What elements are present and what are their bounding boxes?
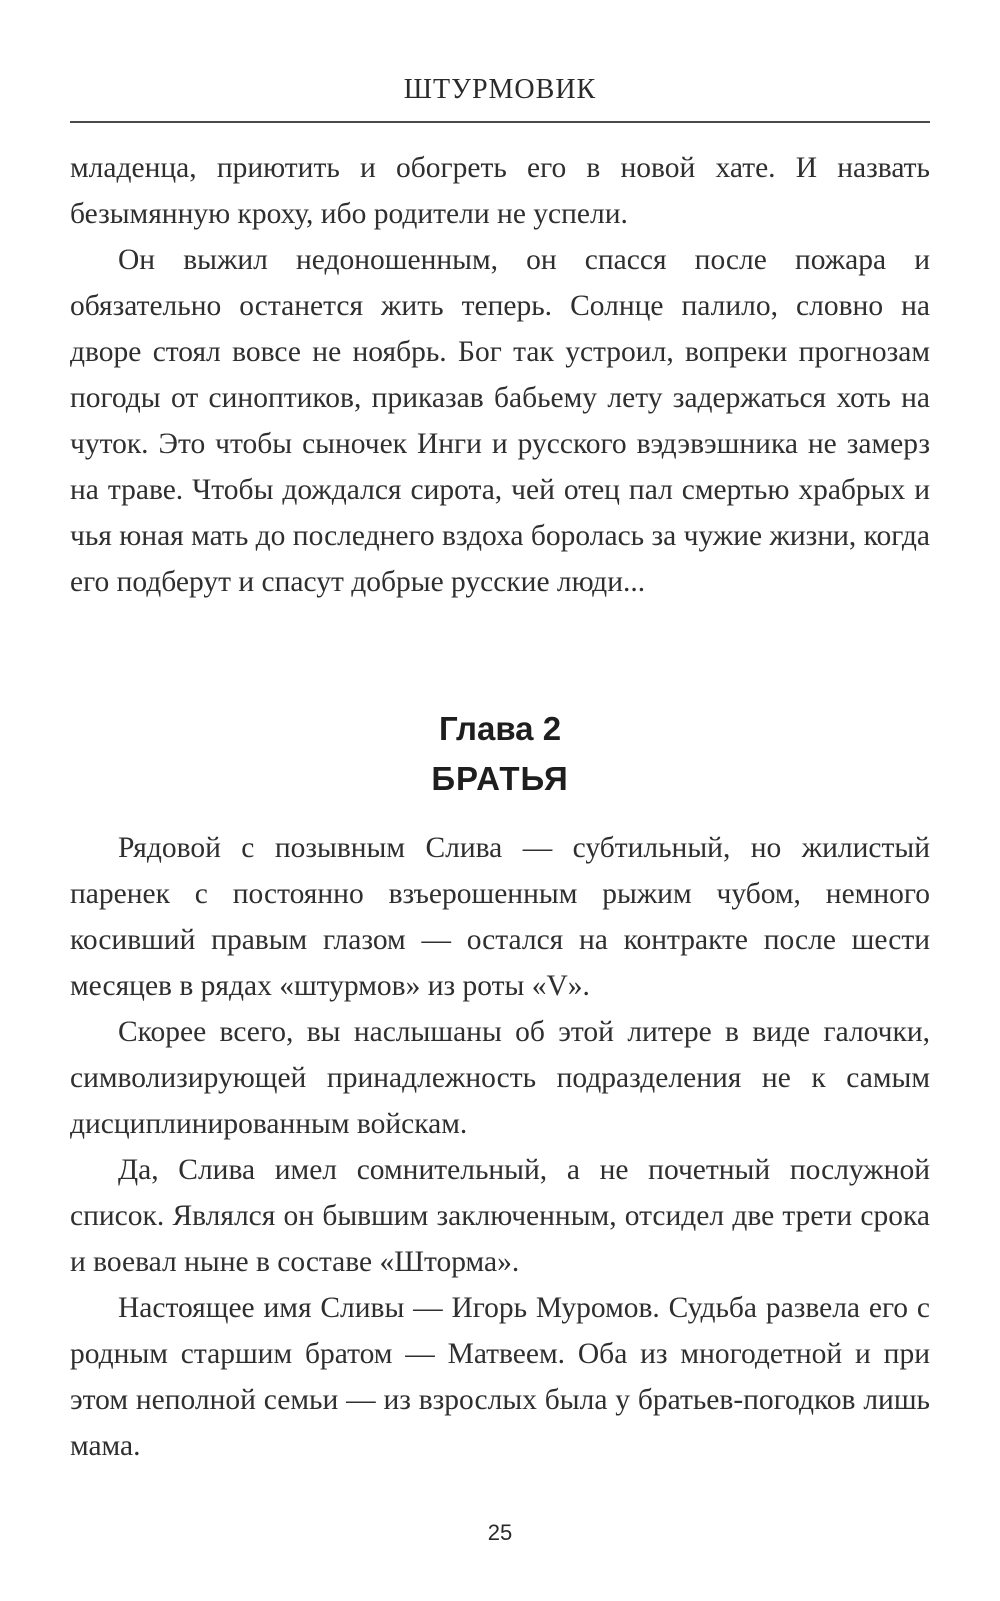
text-block-before-chapter [70, 145, 930, 605]
paragraph: младенца, приютить и обогреть его в новой хате. И назвать безымянную кроху, ибо родители не успели. [70, 152, 930, 230]
paragraph: Рядовой с позывным Слива — субтильный, но жилистый паренек с постоянно взъерошенным рыжим чубом, немного косивший правым глазом — остался на контракте после шести месяцев в рядах «штурмов» из роты «V». [70, 832, 930, 1002]
page-number: 25 [487, 1520, 513, 1545]
paragraph: Он выжил недоношенным, он спасся после пожара и обязательно останется жить теперь. Солнце палило, словно на дворе стоял вовсе не ноябрь. Бог так устроил, вопреки прогнозам погоды от синоптиков, приказав бабьему лету задержаться хоть на чуток. Это чтобы сыночек Инги и русского вэдэвэшника не замерз на траве. Чтобы дождался сирота, чей отец пал смертью храбрых и чья юная мать до последнего вздоха боролась за чужие жизни, когда его подберут и спасут добрые русские люди... [70, 244, 930, 598]
paragraph: Настоящее имя Сливы — Игорь Муромов. Судьба развела его с родным старшим братом — Матвеем. Оба из многодетной и при этом неполной семьи — из взрослых была у братьев-погодков лишь мама. [70, 1292, 930, 1462]
running-title: ШТУРМОВИК [403, 74, 597, 105]
paragraph: Да, Слива имел сомнительный, а не почетный послужной список. Являлся он бывшим заключенным, отсидел две трети срока и воевал ныне в составе «Шторма». [70, 1154, 930, 1278]
chapter-title: БРАТЬЯ [431, 760, 569, 797]
header-rule [70, 121, 930, 123]
chapter-number: Глава 2 [438, 710, 562, 747]
text-block-chapter-body [70, 825, 930, 1469]
paragraph: Скорее всего, вы наслышаны об этой литере в виде галочки, символизирующей принадлежность подразделения не к самым дисциплинированным войскам. [70, 1016, 930, 1140]
